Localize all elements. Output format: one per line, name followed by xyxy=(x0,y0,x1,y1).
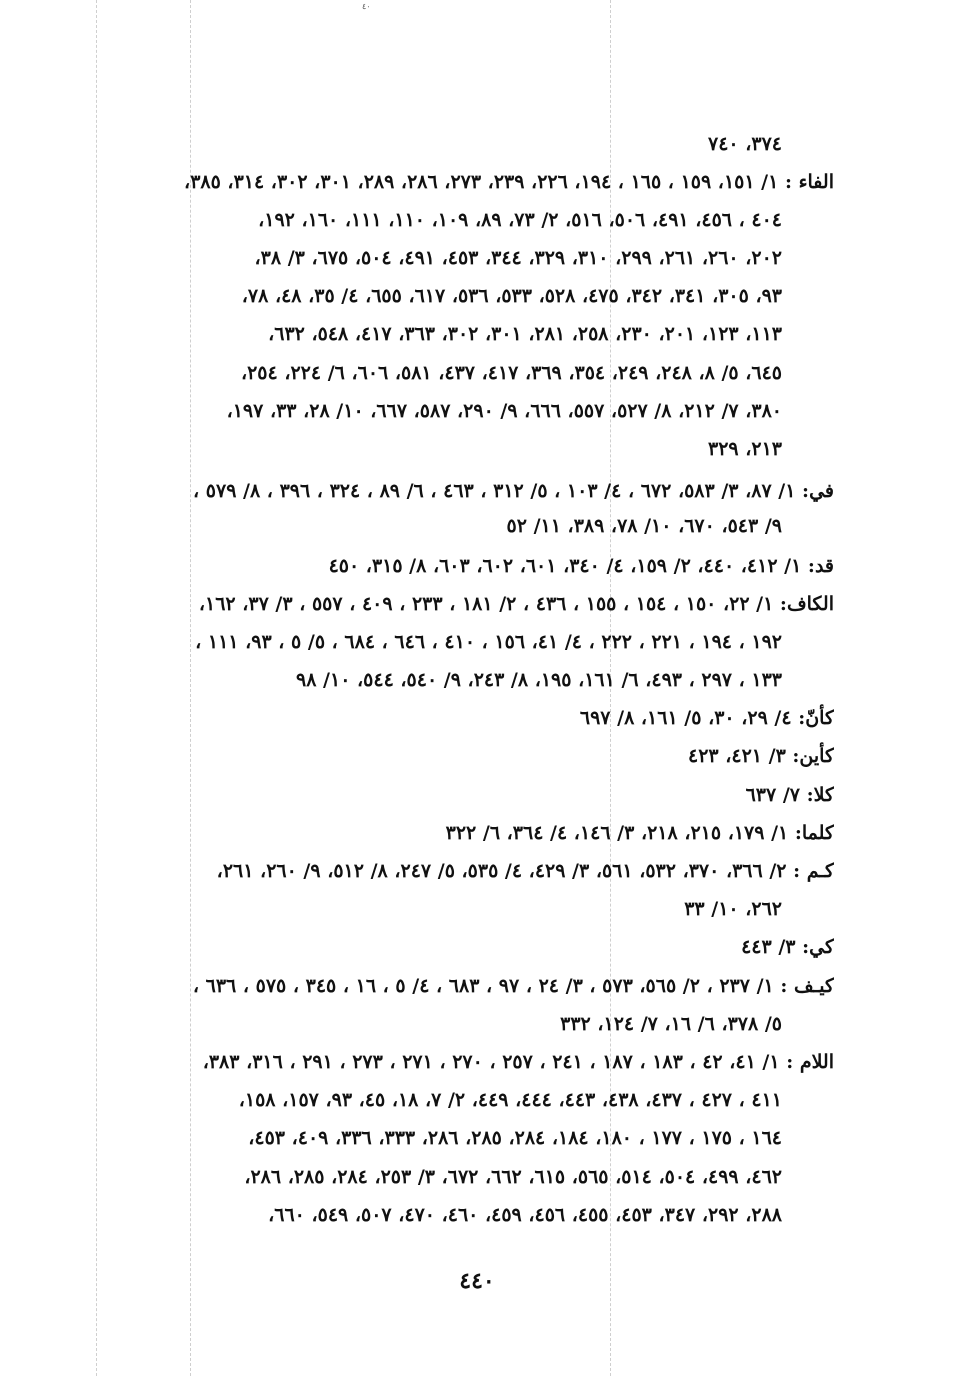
margin-guide xyxy=(96,0,97,1376)
index-line: ٤١١ ، ٤٢٧ ، ٤٣٧، ٤٣٨، ٤٤٣، ٤٤٤، ٤٤٩، ٢/ ٧، ١٨، ٤٥، ٩٣، ١٥٧، ١٥٨، xyxy=(238,1089,782,1111)
index-line: اللام : ١/ ٤١، ٤٢ ، ١٨٣ ، ١٨٧ ، ٢٤١ ، ٢٥٧ ، ٢٧٠ ، ٢٧١ ، ٢٧٣ ، ٢٩١ ، ٣١٦، ٣٨٣، xyxy=(202,1051,834,1073)
index-line: ١١٣، ١٢٣، ٢٠١، ٢٣٠، ٢٥٨، ٢٨١، ٣٠١، ٣٠٢، ٣٦٣، ٤١٧، ٥٤٨، ٦٣٢، xyxy=(268,323,782,345)
index-line: ٤٠٤ ، ٤٥٦، ٤٩١، ٥٠٦، ٥١٦، ٢/ ٧٣، ٨٩، ١٠٩، ١١٠، ١١١، ١٦٠، ١٩٢، xyxy=(258,209,782,231)
header-mark: ٤٠ xyxy=(362,2,371,11)
index-line: قد: ١/ ٤١٢، ٤٤٠، ٢/ ١٥٩، ٤/ ٣٤٠، ٦٠١، ٦٠٢، ٦٠٣، ٨/ ٣١٥، ٤٥٠ xyxy=(328,555,834,577)
index-line: ١٣٣ ، ٢٩٧ ، ٤٩٣، ٦/ ١٦١، ١٩٥، ٨/ ٢٤٣، ٩/ ٥٤٠، ٥٤٤، ١٠/ ٩٨ xyxy=(296,669,782,691)
index-line: ٢٨٨، ٢٩٢، ٣٤٧، ٤٥٣، ٤٥٥، ٤٥٦، ٤٥٩، ٤٦٠، ٤٧٠، ٥٠٧، ٥٤٩، ٦٦٠، xyxy=(268,1204,782,1226)
index-line: ٢١٣، ٣٢٩ xyxy=(708,438,782,460)
index-line: ٦٤٥، ٥/ ٨، ٢٤٨، ٢٤٩، ٣٥٤، ٣٦٩، ٤١٧، ٤٣٧، ٥٨١، ٦٠٦، ٦/ ٢٢٤، ٢٥٤، xyxy=(240,362,782,384)
index-line: كيـف : ١/ ٢٣٧ ، ٢/ ٥٦٥، ٥٧٣ ، ٣/ ٢٤ ، ٩٧ ، ٦٨٣ ، ٤/ ٥ ، ١٦ ، ٣٤٥ ، ٥٧٥ ، ٦٣٦ ، xyxy=(192,975,834,997)
index-line: ٩٣، ٣٠٥، ٣٤١، ٣٤٢، ٤٧٥، ٥٢٨، ٥٣٣، ٥٣٦، ٦١٧، ٦٥٥، ٤/ ٣٥، ٤٨، ٧٨، xyxy=(241,285,782,307)
index-line: ٢٠٢، ٢٦٠، ٢٦١، ٢٩٩، ٣١٠، ٣٢٩، ٣٤٤، ٤٥٣، ٤٩١، ٥٠٤، ٦٧٥، ٣/ ٣٨، xyxy=(254,247,782,269)
index-line: ١٦٤ ، ١٧٥ ، ١٧٧ ، ١٨٠، ١٨٤، ٢٨٤، ٢٨٥، ٢٨٦، ٣٣٣، ٣٣٦، ٤٠٩، ٤٥٣، xyxy=(248,1127,782,1149)
index-line: ٩/ ٥٤٣، ٦٧٠، ١٠/ ٧٨، ٣٨٩، ١١/ ٥٢ xyxy=(506,515,782,537)
index-line: ٣٧٤، ٧٤٠ xyxy=(708,133,782,155)
index-line: كـم : ٢/ ٣٦٦، ٣٧٠، ٥٣٢، ٥٦١، ٣/ ٤٢٩، ٤/ ٥٣٥، ٥/ ٢٤٧، ٨/ ٥١٢، ٩/ ٢٦٠، ٢٦١، xyxy=(216,860,834,882)
index-line: ٥/ ٣٧٨، ٦/ ١٦، ٧/ ١٢٤، ٣٣٢ xyxy=(560,1013,782,1035)
index-line: كلا: ٧/ ٦٣٧ xyxy=(745,784,834,806)
index-line: كي: ٣/ ٤٤٣ xyxy=(741,936,834,958)
index-line: كأنّ: ٤/ ٢٩، ٣٠، ٥/ ١٦١، ٨/ ٦٩٧ xyxy=(579,707,834,729)
index-line: كأين: ٣/ ٤٢١، ٤٢٣ xyxy=(688,745,834,767)
page-number: ٤٤٠ xyxy=(459,1268,495,1294)
index-line: ١٩٢ ، ١٩٤ ، ٢٢١ ، ٢٢٢ ، ٤/ ٤١، ١٥٦ ، ٤١٠ ، ٦٤٦ ، ٦٨٤ ، ٥/ ٥ ، ٩٣، ١١١ ، xyxy=(195,631,782,653)
index-line: الفاء : ١/ ١٥١، ١٥٩ ، ١٦٥ ، ١٩٤، ٢٢٦، ٢٣٩، ٢٧٣، ٢٨٦، ٢٨٩، ٣٠١، ٣٠٢، ٣١٤، ٣٨٥، xyxy=(184,171,834,193)
index-line: كلما: ١/ ١٧٩، ٢١٥، ٢١٨، ٣/ ١٤٦، ٤/ ٣٦٤، ٦/ ٣٢٢ xyxy=(445,822,834,844)
index-line: ٣٨٠، ٧/ ٢١٢، ٨/ ٥٢٧، ٥٥٧، ٦٦٦، ٩/ ٢٩٠، ٥٨٧، ٦٦٧، ١٠/ ٢٨، ٣٣، ١٩٧، xyxy=(226,400,782,422)
index-line: ٤٦٢، ٤٩٩، ٥٠٤، ٥١٤، ٥٦٥، ٦١٥، ٦٦٢، ٦٧٢، ٣/ ٢٥٣، ٢٨٤، ٢٨٥، ٢٨٦، xyxy=(244,1166,782,1188)
index-line: ٢٦٢، ١٠/ ٣٣ xyxy=(684,898,782,920)
index-line: الكاف: ١/ ٢٢، ١٥٠ ، ١٥٤ ، ١٥٥ ، ٤٣٦ ، ٢/ ١٨١ ، ٢٣٣ ، ٤٠٩ ، ٥٥٧ ، ٣/ ٣٧، ١٦٢، xyxy=(198,593,834,615)
index-line: في: ١/ ٨٧، ٣/ ٥٨٣، ٦٧٢ ، ٤/ ١٠٣ ، ٥/ ٣١٢ ، ٤٦٣ ، ٦/ ٨٩ ، ٣٢٤ ، ٣٩٦ ، ٨/ ٥٧٩ ، xyxy=(193,480,834,502)
